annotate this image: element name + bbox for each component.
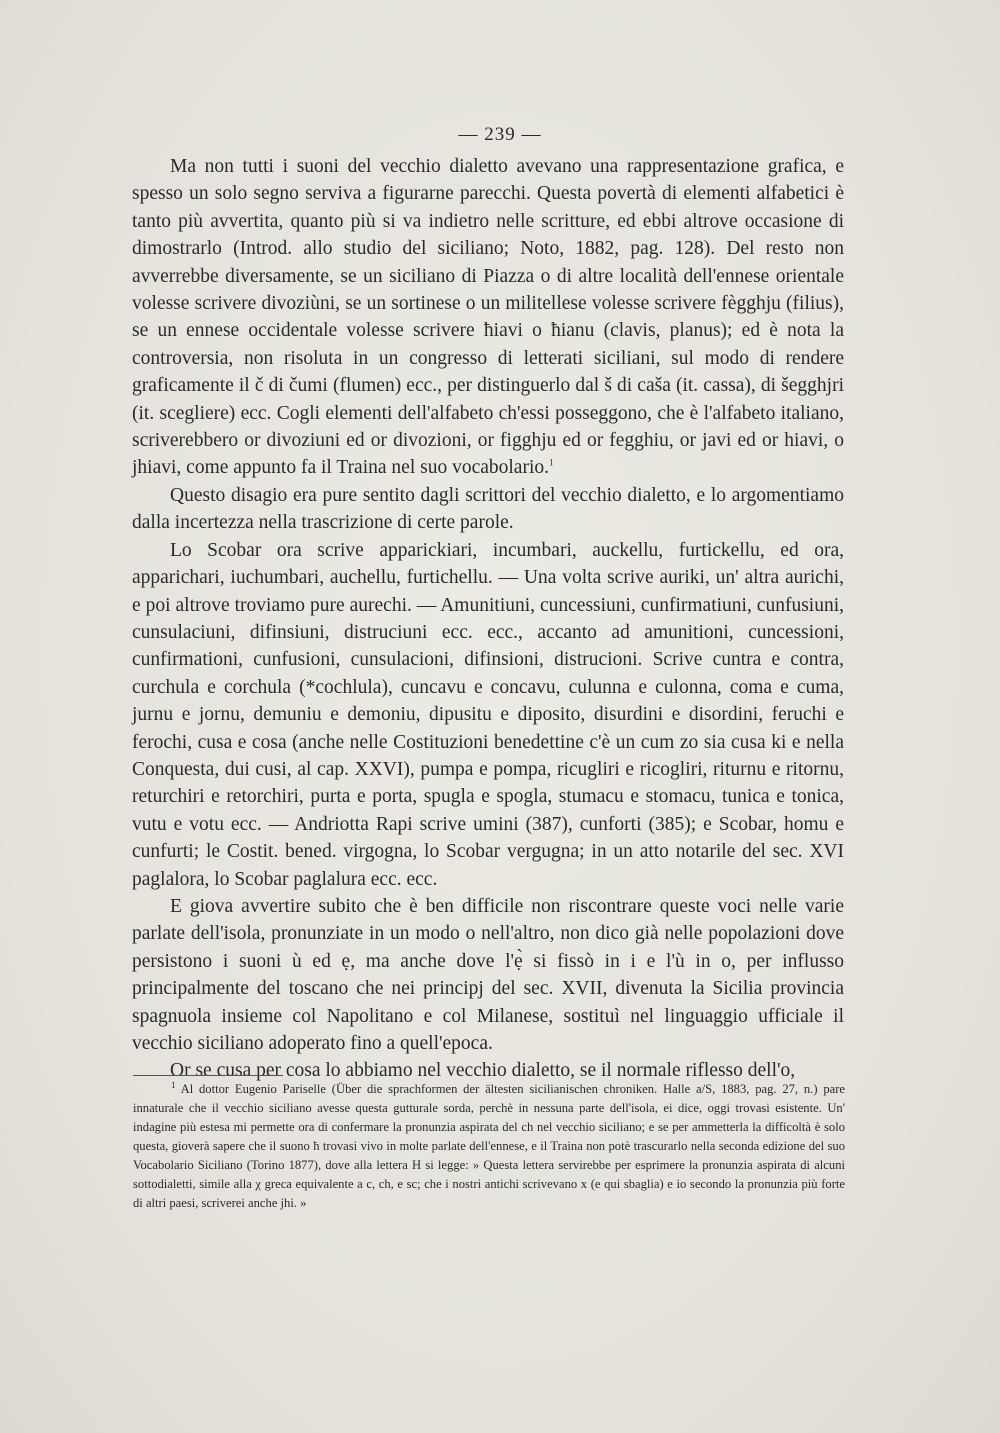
paragraph-4: E giova avvertire subito che è ben difficile non riscontrare queste voci nelle varie parlate dell'isola, pronunziate in un modo o nell'altro, non dico già nelle popolazioni dove persistono i suoni ù ed ẹ, ma anche dove l'ẹ̀ si fissò in i e l'ù in o, per influsso principalmente del toscano che nei principj del sec. XVII, divenuta la Sicilia provincia spagnuola insieme col Napolitano e col Milanese, sostituì nel linguaggio ufficiale il vecchio siciliano adoperato fino a quell'epoca. (132, 895, 844, 1054)
footnotes (133, 1080, 845, 1213)
footnote-separator (133, 1075, 283, 1076)
paragraph-1-text: Ma non tutti i suoni del vecchio dialetto avevano una rappresentazione grafica, e spesso un solo segno serviva a figurarne parecchi. Questa povertà di elementi alfabetici è tanto più avvertita, quanto più si va indietro nelle scritture, ed ebbi altrove occasione di dimostrarlo (Introd. allo studio del siciliano; Noto, 1882, pag. 128). Del resto non avverrebbe diversamente, se un siciliano di Piazza o di altre località dell'ennese orientale volesse scrivere divoziùni, se un sortinese o un militellese volesse scrivere fègghju (filius), se un ennese occidentale volesse scrivere ħiavi o ħianu (clavis, planus); ed è nota la controversia, non risoluta in un congresso di letterati siciliani, sul modo di rendere graficamente il č di čumi (flumen) ecc., per distinguerlo dal š di caša (it. cassa), di šegghjri (it. scegliere) ecc. Cogli elementi dell'alfabeto ch'essi posseggono, che è l'alfabeto italiano, scriverebbero or divoziuni ed or divozioni, or figghju ed or fegghiu, or javi ed or hiavi, o jhiavi, come appunto fa il Traina nel suo vocabolario. (132, 156, 844, 479)
paragraph-3: Lo Scobar ora scrive apparickiari, incumbari, auckellu, furtickellu, ed ora, apparichari, iuchumbari, auchellu, furtichellu. — Una volta scrive auriki, un' altra aurichi, e poi altrove troviamo pure aurechi. — Amunitiuni, cuncessiuni, cunfirmatiuni, cunfusiuni, cunsulaciuni, difinsiuni, distruciuni ecc. ecc., accanto ad amunitioni, cuncessioni, cunfirmationi, cunfusioni, cunsulacioni, difinsioni, distrucioni. Scrive cuntra e contra, curchula e corchula (*cochlula), cuncavu e concavu, culunna e culonna, coma e cuma, jurnu e jornu, demuniu e demoniu, dipusitu e diposito, disurdini e disordini, feruchi e ferochi, cusa e cosa (anche nelle Costituzioni benedettine c'è un cum zo sia cusa ki e nella Conquesta, dui cusi, al cap. XXVI), pumpa e pompa, ricugliri e ricogliri, riturnu e ritornu, returchiri e retorchiri, purta e porta, spugla e spogla, stumacu e stomacu, tunica e tonica, vutu e votu ecc. — Andriotta Rapi scrive umini (387), cunforti (385); e Scobar, homu e cunfurti; le Costit. bened. virgogna, lo Scobar vergugna; in un atto notarile del sec. XVI paglalora, lo Scobar paglalura ecc. ecc. (132, 539, 844, 890)
paragraph-5: Or se cusa per cosa lo abbiamo nel vecchio dialetto, se il normale riflesso dell'o, (170, 1060, 796, 1082)
footnote-reference: 1 (549, 457, 554, 468)
body-text (132, 153, 844, 1085)
footnote-text: Al dottor Eugenio Pariselle (Über die sprachformen der ältesten sicilianischen chroniken. Halle a/S, 1883, pag. 27, n.) pare innaturale che il vecchio siciliano avesse questa gutturale sorda, perchè in nessuna parte dell'isola, ei dice, oggi trovasi esistente. Un' indagine più estesa mi permette ora di confermare la pronunzia aspirata del ch nel vecchio siciliano; e se per ammetterla la difficoltà è solo questa, gioverà sapere che il suono ħ trovasi vivo in molte parlate dell'ennese, e il Traina non potè trascurarlo nella seconda edizione del suo Vocabolario Siciliano (Torino 1877), dove alla lettera H si legge: » Questa lettera servirebbe per esprimere la pronunzia aspirata di alcuni sottodialetti, simile alla χ greca equivalente a c, ch, e sc; che i nostri antichi scrivevano x (e qui sbaglia) e io secondo la pronunzia più forte di altri paesi, scriverei anche jhi. » (133, 1082, 845, 1210)
paragraph-2: Questo disagio era pure sentito dagli scrittori del vecchio dialetto, e lo argomentiamo dalla incertezza nella trascrizione di certe parole. (132, 484, 844, 534)
paragraph-1 (132, 153, 844, 482)
footnote-1 (133, 1080, 845, 1213)
page-number: — 239 — (458, 124, 542, 145)
footnote-marker: 1 (171, 1079, 176, 1090)
